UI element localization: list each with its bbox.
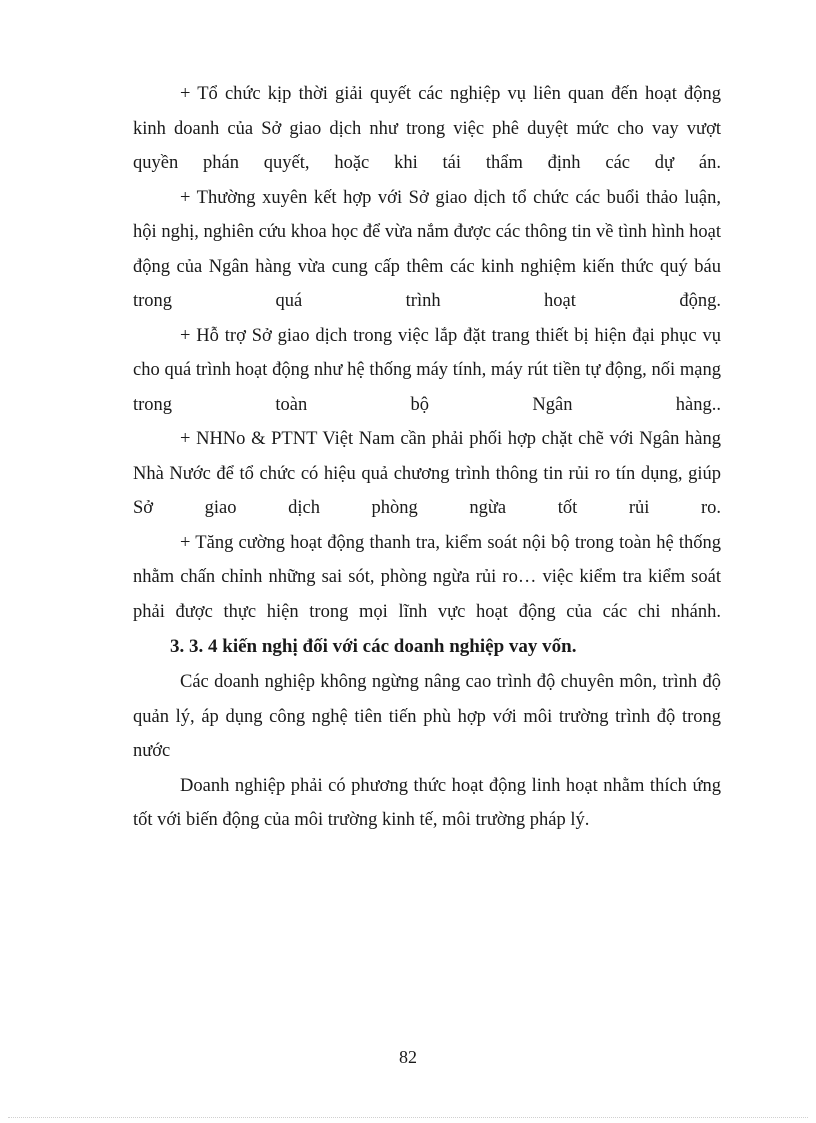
paragraph-approval-support: + Tổ chức kịp thời giải quyết các nghiệp vụ liên quan đến hoạt động kinh doanh của Sở giao dịch như trong việc phê duyệt mức cho vay vượt quyền phán quyết, hoặc khi tái thẩm định các dự án. [133, 84, 721, 173]
page-body [133, 77, 721, 838]
paragraph-credit-risk-info: + NHNo & PTNT Việt Nam cần phải phối hợp chặt chẽ với Ngân hàng Nhà Nước để tổ chức có hiệu quả chương trình thông tin rủi ro tín dụng, giúp Sở giao dịch phòng ngừa tốt rủi ro. [133, 429, 721, 518]
page-bottom-divider [8, 1117, 808, 1118]
paragraph-equipment-support: + Hỗ trợ Sở giao dịch trong việc lắp đặt trang thiết bị hiện đại phục vụ cho quá trình hoạt động như hệ thống máy tính, máy rút tiền tự động, nối mạng trong toàn bộ Ngân hàng.. [133, 325, 721, 415]
paragraph-enterprise-capacity: Các doanh nghiệp không ngừng nâng cao trình độ chuyên môn, trình độ quản lý, áp dụng công nghệ tiên tiến phù hợp với môi trường trình độ trong nước [133, 672, 721, 761]
paragraph-inspection: + Tăng cường hoạt động thanh tra, kiểm soát nội bộ trong toàn hệ thống nhằm chấn chỉnh những sai sót, phòng ngừa rủi ro… việc kiểm tra kiểm soát phải được thực hiện trong mọi lĩnh vực hoạt động của các chi nhánh. [133, 532, 721, 622]
section-heading: 3. 3. 4 kiến nghị đối với các doanh nghiệp vay vốn. [170, 636, 577, 657]
paragraph-seminars: + Thường xuyên kết hợp với Sở giao dịch tổ chức các buổi thảo luận, hội nghị, nghiên cứu khoa học để vừa nắm được các thông tin về tình hình hoạt động của Ngân hàng vừa cung cấp thêm các kinh nghiệm kiến thức quý báu trong quá trình hoạt động. [133, 187, 721, 311]
page-number: 82 [399, 1047, 417, 1067]
paragraph-enterprise-flexibility: Doanh nghiệp phải có phương thức hoạt động linh hoạt nhằm thích ứng tốt với biến động của môi trường kinh tế, môi trường pháp lý. [133, 775, 721, 830]
